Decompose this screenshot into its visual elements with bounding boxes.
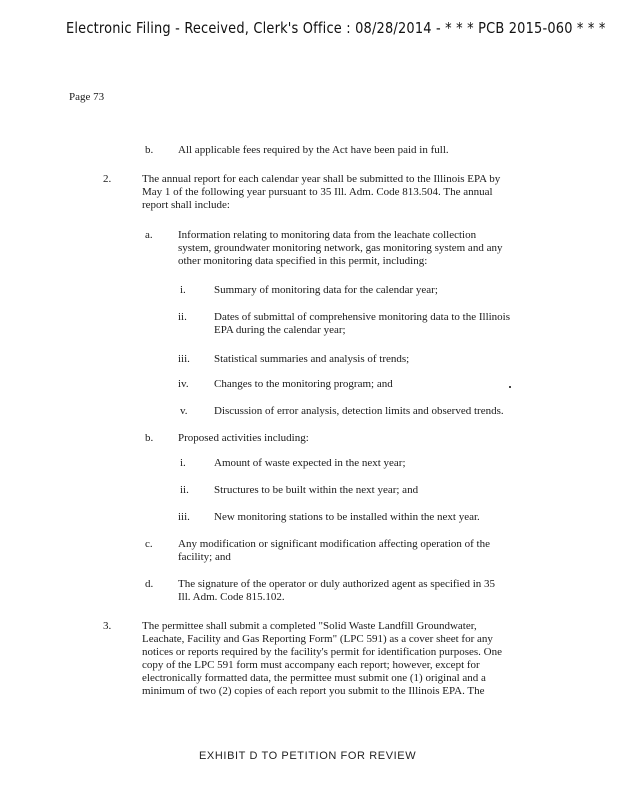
item-label: ii.: [180, 484, 189, 496]
item-text: Statistical summaries and analysis of trends;: [214, 353, 410, 365]
paragraph-line: system, groundwater monitoring network, gas monitoring system and any: [178, 242, 503, 254]
paragraph-line: Leachate, Facility and Gas Reporting Form" (LPC 591) as a cover sheet for any: [142, 633, 493, 645]
item-text: Amount of waste expected in the next year;: [214, 457, 406, 469]
item-label: b.: [145, 432, 154, 444]
item-text: Changes to the monitoring program; and: [214, 378, 393, 390]
paragraph-line: other monitoring data specified in this permit, including:: [178, 255, 428, 267]
paragraph-line: minimum of two (2) copies of each report you submit to the Illinois EPA. The: [142, 685, 485, 697]
paragraph-line: copy of the LPC 591 form must accompany each report; however, except for: [142, 659, 480, 671]
item-label: 2.: [103, 173, 112, 185]
item-label: a.: [145, 229, 153, 241]
paragraph-line: EPA during the calendar year;: [214, 324, 346, 336]
paragraph-line: May 1 of the following year pursuant to 35 Ill. Adm. Code 813.504. The annual: [142, 186, 493, 198]
item-label: i.: [180, 457, 186, 469]
item-text: Proposed activities including:: [178, 432, 309, 444]
paragraph-line: The permittee shall submit a completed "Solid Waste Landfill Groundwater,: [142, 620, 477, 632]
paragraph-line: facility; and: [178, 551, 231, 563]
item-label: b.: [145, 144, 154, 156]
filing-stamp-header: Electronic Filing - Received, Clerk's Office : 08/28/2014 - * * * PCB 2015-060 * * *: [66, 19, 606, 37]
paragraph-line: Information relating to monitoring data from the leachate collection: [178, 229, 477, 241]
item-label: iv.: [178, 378, 189, 390]
paragraph-line: The annual report for each calendar year shall be submitted to the Illinois EPA by: [142, 173, 501, 185]
paragraph-line: Dates of submittal of comprehensive monitoring data to the Illinois: [214, 311, 511, 323]
exhibit-footer: EXHIBIT D TO PETITION FOR REVIEW: [199, 750, 417, 762]
paragraph-line: The signature of the operator or duly authorized agent as specified in 35: [178, 578, 496, 590]
item-label: v.: [180, 405, 188, 417]
item-text: Summary of monitoring data for the calendar year;: [214, 284, 438, 296]
paragraph-line: electronically formatted data, the permittee must submit one (1) original and a: [142, 672, 486, 684]
paragraph-line: Any modification or significant modification affecting operation of the: [178, 538, 490, 550]
item-label: i.: [180, 284, 186, 296]
item-label: iii.: [178, 353, 190, 365]
paragraph-line: report shall include:: [142, 199, 230, 211]
item-label: ii.: [178, 311, 187, 323]
paragraph-line: Ill. Adm. Code 815.102.: [178, 591, 285, 603]
item-label: 3.: [103, 620, 112, 632]
item-label: d.: [145, 578, 154, 590]
item-label: iii.: [178, 511, 190, 523]
item-text: Discussion of error analysis, detection limits and observed trends.: [214, 405, 504, 417]
item-label: c.: [145, 538, 153, 550]
scan-speck: [509, 386, 511, 388]
item-text: New monitoring stations to be installed within the next year.: [214, 511, 480, 523]
page-label: Page 73: [69, 91, 105, 103]
item-text: All applicable fees required by the Act have been paid in full.: [178, 144, 449, 156]
item-text: Structures to be built within the next year; and: [214, 484, 419, 496]
paragraph-line: notices or reports required by the facility's permit for identification purposes. One: [142, 646, 502, 658]
